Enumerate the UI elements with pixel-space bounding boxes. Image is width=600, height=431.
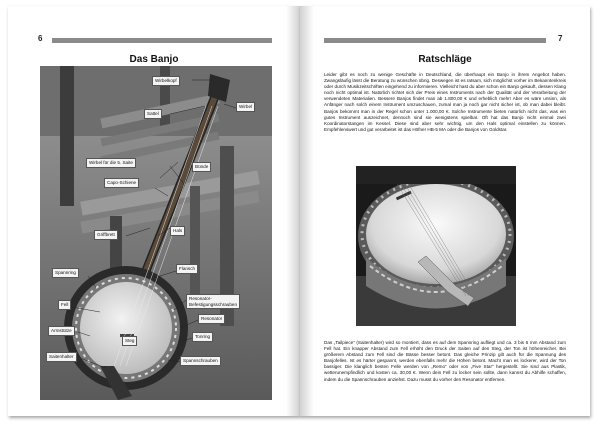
left-page — [8, 6, 300, 416]
label-wirbel: Wirbel — [236, 102, 255, 112]
paragraph-ratschlaege-2: Das „Tailpiece“ (Saitenhalter) wird so montiert, dass es auf dem Spannring aufliegt und ca. 3 bis 6 mm Abstand zum Fell hat. Ein knapper Abstand zum Fell erhöht den Druck der Saiten auf den Steg, der Ton ist höhenreicher. Bei größerem Abstand zum Fell sind die Bässe besser betont. Das gleiche Prinzip gilt auch für die Spannung des Banjofelles. Ist es härter gespannt, werden ebenfalls mehr die Höhen betont. Macht man es lockerer, wird der Ton bassiger. Die klanglich besten Felle werden von „Remo“ oder von „Five Star“ hergestellt. Sie sind aus Plastik, wetterunempfindlich und kosten ca. 30,00 €. Wenn dein Fell zu locker sein sollte, dann kannst du Abhilfe schaffen, indem du die Spannschrauben anziehst. Dazu musst du vorher den Resonator entfernen. — [324, 340, 566, 382]
page-title-left: Das Banjo — [129, 54, 179, 65]
header-rule-right — [324, 38, 546, 43]
label-steg: Steg — [122, 336, 137, 346]
label-tonring: Tonring — [192, 332, 213, 342]
label-wirbel-5-saite: Wirbel für die 5. Saite — [86, 158, 136, 168]
label-spannring: Spannring — [52, 268, 79, 278]
label-spannschrauben: Spannschrauben — [180, 356, 221, 366]
label-wirbelkopf: Wirbelkopf — [152, 76, 180, 86]
label-hals: Hals — [170, 226, 185, 236]
label-buende: Bünde — [192, 162, 211, 172]
label-capo-schiene: Capo-Schiene — [104, 178, 139, 188]
header-rule-left — [52, 38, 272, 43]
page-number-left: 6 — [38, 34, 43, 43]
paragraph-ratschlaege-1: Leider gibt es noch zu wenige Geschäfte in Deutschland, die überhaupt ein Banjo in ihrem Angebot haben. Zwangsläufig lässt die Beratung zu wünschen übrig. Deswegen ist es ratsam, sich möglichst vorher im Bekanntenkreis oder durch Musikzeitschriften eingehend zu informieren. Vielleicht hast du aber schon ein Banjo gekauft, dessen Klang noch nicht optimal ist. Natürlich richtet sich der Preis eines Instruments nach der Qualität und der Verarbeitung der verwendeten Materialien. Bessere Banjos findet man ab 1.800,00 € und erheblich mehr! Aber es wäre unsinn, als Anfänger nach solch einem Instrument umzuschauen, zumal man ja noch gar nicht sicher ist, ob man dabei bleibt. Banjos bekommt man in der Regel schon unter 1.000,00 €. Solche Instrumente bieten natürlich nicht das, was ein gutes Instrument auszeichnet, dennoch sind sie wenigstens spielbar. Oft hat das Banjo nicht einmal zwei Koordinatorstangen im Kessel. Diese sind aber sehr wichtig, um den Hals optimal einstellen zu können. Empfehlenswert und gut verarbeitet ist das Höfner HB-5 MA oder die Banjos von Goldstar. — [324, 72, 566, 132]
label-resonator: Resonator — [198, 314, 225, 324]
label-resonator-befestigungsschrauben: Resonator- Befestigungsschrauben — [186, 294, 240, 309]
banjo-closeup-photo — [356, 166, 516, 326]
page-title-right: Ratschläge — [418, 54, 472, 65]
book-spread — [8, 6, 594, 424]
label-armstuetze: Armstütze — [48, 326, 75, 336]
label-fell: Fell — [58, 300, 71, 310]
label-flansch: Flansch — [176, 264, 198, 274]
page-number-right: 7 — [558, 34, 563, 43]
label-sattel: Sattel — [144, 109, 162, 119]
label-griffbrett: Griffbrett — [94, 230, 118, 240]
banjo-photo — [40, 66, 272, 400]
gutter-shadow — [286, 6, 300, 416]
gutter-shadow — [300, 6, 314, 416]
label-saitenhalter: Saitenhalter — [46, 352, 77, 362]
